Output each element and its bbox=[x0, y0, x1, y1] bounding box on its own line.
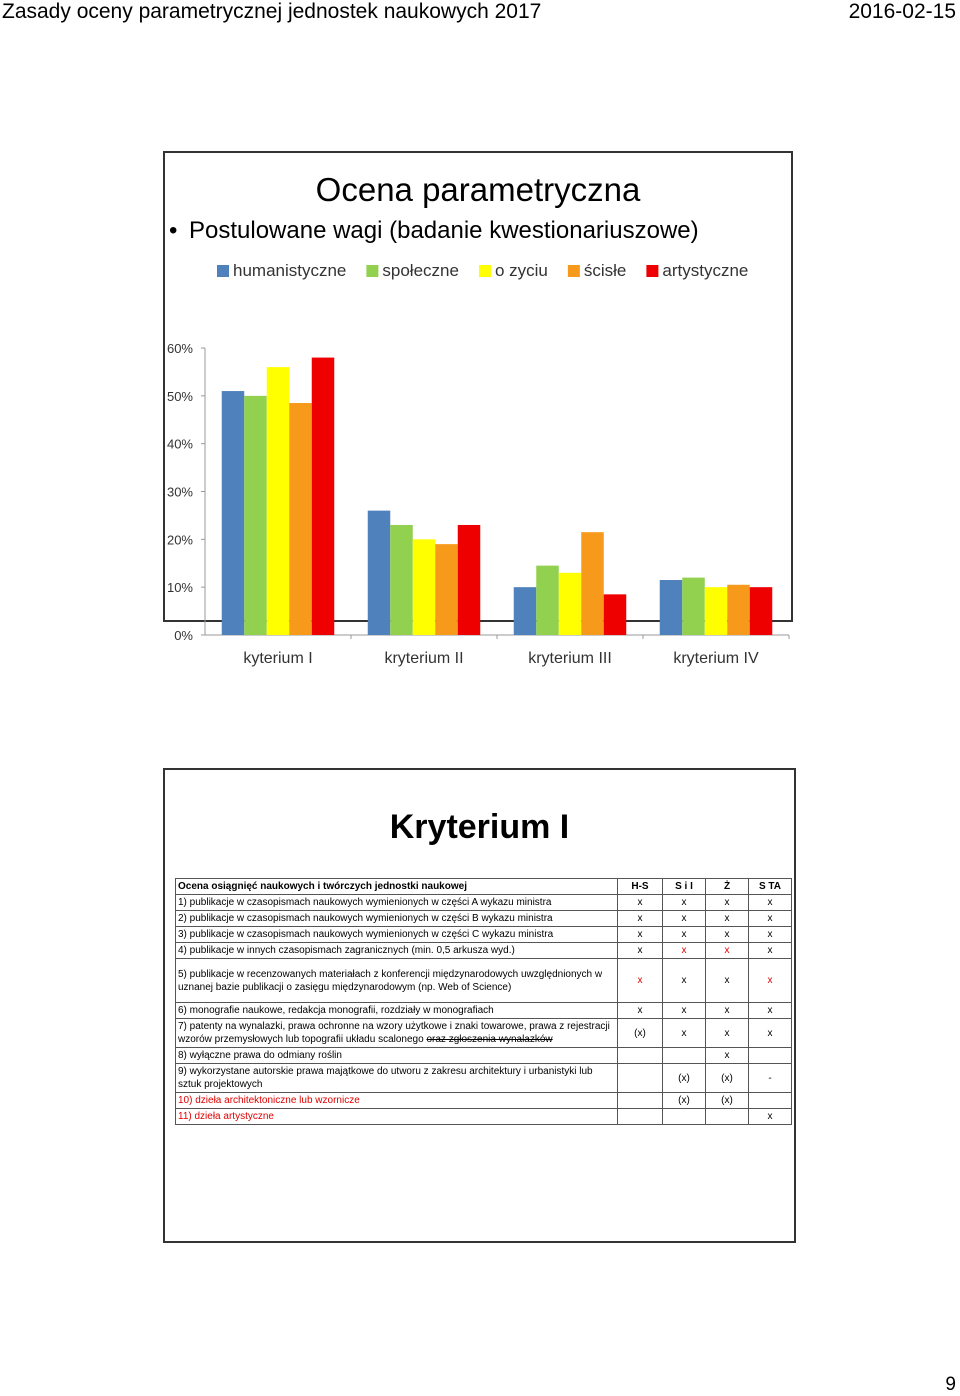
row-label: 5) publikacje w recenzowanych materiałach z konferencji międzynarodowych uwzględnionych w uznanej bazie publikacji o zasięgu międzynarodowym (np. Web of Science) bbox=[176, 959, 618, 1003]
legend-swatch-2 bbox=[479, 265, 491, 277]
cell-sta: x bbox=[749, 927, 792, 943]
cell-hs bbox=[618, 1048, 663, 1064]
cell-hs: x bbox=[618, 911, 663, 927]
bar-ścisłe-0 bbox=[289, 403, 312, 635]
cell-hs: x bbox=[618, 1003, 663, 1019]
x-tick-label: kryterium III bbox=[528, 650, 612, 667]
bar-społeczne-0 bbox=[244, 396, 267, 635]
bar-humanistyczne-2 bbox=[514, 587, 537, 635]
legend-swatch-3 bbox=[568, 265, 580, 277]
row-label: 10) dzieła architektoniczne lub wzornicze bbox=[176, 1093, 618, 1109]
cell-z: x bbox=[706, 1019, 749, 1048]
cell-si: x bbox=[663, 895, 706, 911]
criteria-table bbox=[175, 878, 792, 1125]
row-label: 1) publikacje w czasopismach naukowych wymienionych w części A wykazu ministra bbox=[176, 895, 618, 911]
cell-si: x bbox=[663, 1003, 706, 1019]
bar-ścisłe-3 bbox=[727, 585, 750, 635]
slide-ocena-parametryczna bbox=[163, 151, 793, 667]
col-header-sta: S TA bbox=[749, 879, 792, 895]
bar-społeczne-3 bbox=[682, 578, 705, 635]
bar-o zyciu-0 bbox=[267, 367, 290, 635]
table-row bbox=[176, 911, 792, 927]
cell-sta: x bbox=[749, 1109, 792, 1125]
row-label: 3) publikacje w czasopismach naukowych wymienionych w części C wykazu ministra bbox=[176, 927, 618, 943]
bar-humanistyczne-1 bbox=[368, 511, 391, 635]
row-label-main: 7) patenty na wynalazki, prawa ochronne na wzory użytkowe i znaki towarowe, prawa z rejestracji wzorów przemysłowych lub topografii układu scalonego bbox=[178, 1021, 610, 1045]
cell-z: (x) bbox=[706, 1093, 749, 1109]
y-tick-label: 40% bbox=[166, 436, 193, 452]
row-label: 11) dzieła artystyczne bbox=[176, 1109, 618, 1125]
x-tick-label: kryterium IV bbox=[673, 650, 759, 667]
row-label: 9) wykorzystane autorskie prawa majątkowe do utworu z zakresu architektury i urbanistyki lub sztuk projektowych bbox=[176, 1064, 618, 1093]
legend-swatch-4 bbox=[646, 265, 658, 277]
slide1-bullet-text: Postulowane wagi (badanie kwestionariuszowe) bbox=[189, 217, 699, 244]
bar-humanistyczne-3 bbox=[660, 580, 683, 635]
y-tick-label: 30% bbox=[166, 484, 193, 500]
cell-si bbox=[663, 1109, 706, 1125]
page-header bbox=[0, 0, 960, 26]
page-number: 9 bbox=[945, 1374, 956, 1395]
legend-swatch-0 bbox=[217, 265, 229, 277]
legend-label-1: społeczne bbox=[382, 261, 459, 280]
y-tick-label: 20% bbox=[166, 532, 193, 548]
cell-si: x bbox=[663, 943, 706, 959]
cell-z: x bbox=[706, 927, 749, 943]
cell-si: (x) bbox=[663, 1093, 706, 1109]
table-header-row bbox=[176, 879, 792, 895]
cell-z: x bbox=[706, 895, 749, 911]
bar-społeczne-2 bbox=[536, 566, 559, 635]
x-tick-label: kryterium II bbox=[384, 650, 464, 667]
bar-artystyczne-3 bbox=[750, 587, 773, 635]
cell-z bbox=[706, 1109, 749, 1125]
cell-sta: x bbox=[749, 895, 792, 911]
table-row bbox=[176, 1048, 792, 1064]
cell-sta bbox=[749, 1093, 792, 1109]
bar-artystyczne-2 bbox=[604, 594, 627, 635]
slide1-title: Ocena parametryczna bbox=[315, 171, 641, 208]
y-tick-label: 10% bbox=[166, 580, 193, 596]
legend-label-4: artystyczne bbox=[662, 261, 749, 280]
cell-sta: x bbox=[749, 943, 792, 959]
bar-społeczne-1 bbox=[390, 525, 413, 635]
x-tick-label: kyterium I bbox=[243, 650, 313, 667]
slide-kryterium-1 bbox=[163, 768, 796, 1243]
cell-sta: x bbox=[749, 911, 792, 927]
cell-z: x bbox=[706, 911, 749, 927]
bar-artystyczne-0 bbox=[312, 358, 335, 635]
y-tick-label: 0% bbox=[174, 628, 193, 643]
table-row bbox=[176, 1003, 792, 1019]
table-row bbox=[176, 927, 792, 943]
legend-swatch-1 bbox=[366, 265, 378, 277]
table-header-label: Ocena osiągnięć naukowych i twórczych jednostki naukowej bbox=[176, 879, 618, 895]
slide2-title: Kryterium I bbox=[389, 808, 570, 846]
header-date: 2016-02-15 bbox=[848, 0, 956, 23]
cell-hs: (x) bbox=[618, 1019, 663, 1048]
row-label bbox=[176, 1019, 618, 1048]
bar-artystyczne-1 bbox=[458, 525, 481, 635]
cell-sta: x bbox=[749, 1019, 792, 1048]
cell-si: x bbox=[663, 911, 706, 927]
table-row bbox=[176, 1019, 792, 1048]
row-label-struck: oraz zgłoszenia wynalazków bbox=[426, 1034, 553, 1045]
cell-sta: x bbox=[749, 1003, 792, 1019]
cell-sta: - bbox=[749, 1064, 792, 1093]
cell-hs: x bbox=[618, 943, 663, 959]
table-row bbox=[176, 959, 792, 1003]
row-label: 2) publikacje w czasopismach naukowych wymienionych w części B wykazu ministra bbox=[176, 911, 618, 927]
y-tick-label: 50% bbox=[166, 388, 193, 404]
bullet-dot-icon: • bbox=[169, 217, 178, 244]
cell-si: (x) bbox=[663, 1064, 706, 1093]
cell-hs bbox=[618, 1064, 663, 1093]
legend-label-0: humanistyczne bbox=[233, 261, 347, 280]
cell-hs: x bbox=[618, 959, 663, 1003]
cell-z: x bbox=[706, 1003, 749, 1019]
bar-humanistyczne-0 bbox=[222, 391, 245, 635]
bar-ścisłe-2 bbox=[581, 532, 604, 635]
col-header-si: S i I bbox=[663, 879, 706, 895]
cell-si: x bbox=[663, 927, 706, 943]
y-tick-label: 60% bbox=[166, 341, 193, 356]
table-row bbox=[176, 1093, 792, 1109]
cell-hs bbox=[618, 1093, 663, 1109]
cell-sta: x bbox=[749, 959, 792, 1003]
cell-si: x bbox=[663, 959, 706, 1003]
col-header-hs: H-S bbox=[618, 879, 663, 895]
slide1-bullet bbox=[169, 217, 699, 245]
cell-sta bbox=[749, 1048, 792, 1064]
row-label: 4) publikacje w innych czasopismach zagranicznych (min. 0,5 arkusza wyd.) bbox=[176, 943, 618, 959]
cell-z: x bbox=[706, 1048, 749, 1064]
bar-chart bbox=[165, 258, 791, 667]
cell-z: x bbox=[706, 959, 749, 1003]
legend-label-3: ścisłe bbox=[583, 261, 627, 280]
row-label: 6) monografie naukowe, redakcja monografii, rozdziały w monografiach bbox=[176, 1003, 618, 1019]
cell-hs bbox=[618, 1109, 663, 1125]
bar-o zyciu-2 bbox=[559, 573, 582, 635]
table-row bbox=[176, 1109, 792, 1125]
cell-z: x bbox=[706, 943, 749, 959]
table-row bbox=[176, 895, 792, 911]
cell-hs: x bbox=[618, 927, 663, 943]
row-label: 8) wyłączne prawa do odmiany roślin bbox=[176, 1048, 618, 1064]
cell-hs: x bbox=[618, 895, 663, 911]
cell-si bbox=[663, 1048, 706, 1064]
bar-ścisłe-1 bbox=[435, 544, 458, 635]
legend-label-2: o zyciu bbox=[494, 261, 548, 280]
bar-o zyciu-1 bbox=[413, 539, 436, 635]
header-title: Zasady oceny parametrycznej jednostek naukowych 2017 bbox=[2, 0, 542, 23]
table-row bbox=[176, 1064, 792, 1093]
table-row bbox=[176, 943, 792, 959]
cell-z: (x) bbox=[706, 1064, 749, 1093]
col-header-z: Ż bbox=[706, 879, 749, 895]
bar-o zyciu-3 bbox=[705, 587, 728, 635]
cell-si: x bbox=[663, 1019, 706, 1048]
